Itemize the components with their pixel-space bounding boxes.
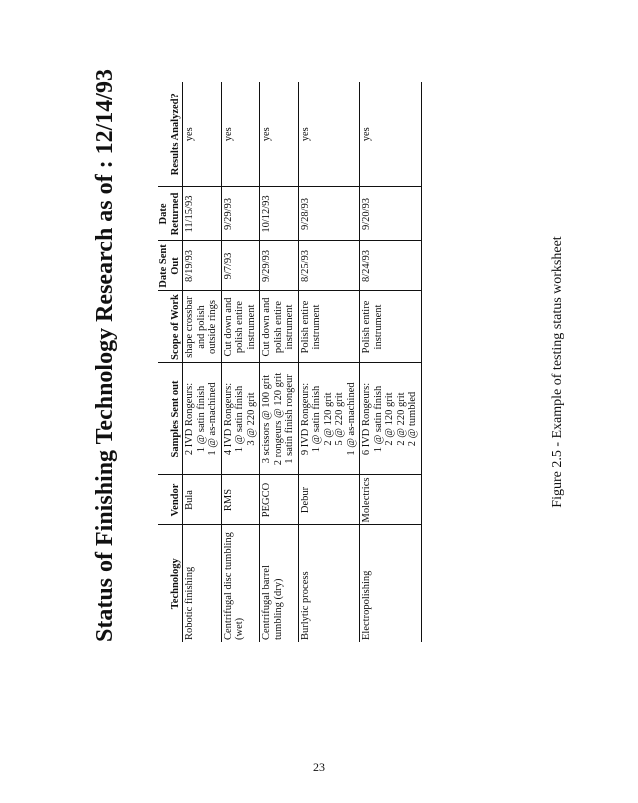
samples-line: 6 IVD Rongeurs: [361, 382, 372, 456]
cell-results: yes [221, 82, 260, 187]
cell-scope [183, 291, 222, 363]
page-number: 23 [313, 760, 325, 774]
samples-line: 1 @ satin finish [311, 385, 322, 453]
cell-date-sent: 8/25/93 [298, 241, 360, 291]
scope-line: outside rings [207, 300, 218, 354]
cell-date-sent: 8/19/93 [183, 241, 222, 291]
cell-date-sent: 8/24/93 [360, 241, 422, 291]
cell-vendor: PEGCO [260, 475, 299, 525]
cell-date-returned: 10/12/93 [260, 187, 299, 241]
cell-technology: Burlytic process [298, 525, 360, 642]
cell-scope [221, 291, 260, 363]
cell-results: yes [360, 82, 422, 187]
col-header-technology: Technology [158, 525, 183, 642]
samples-line: 1 @ satin finish [372, 385, 384, 453]
cell-vendor: Debur [298, 475, 360, 525]
samples-line: 4 IVD Rongeurs: [222, 382, 234, 456]
cell-samples [260, 363, 299, 475]
samples-line: 2 @ 120 grit [322, 392, 334, 446]
cell-vendor: Molectrics [360, 475, 422, 525]
header-row [158, 82, 183, 642]
col-header-results: Results Analyzed? [158, 82, 183, 187]
samples-line: 9 IVD Rongeurs: [299, 382, 311, 456]
samples-line: 2 rongeurs @ 120 grit [272, 372, 284, 466]
samples-line: 1 @ as-machined [345, 382, 357, 456]
table-row [183, 82, 222, 642]
status-table [158, 82, 422, 642]
scope-line: shape crossbar [184, 296, 195, 358]
page-title: Status of Finishing Technology Research as of : 12/14/93 [92, 69, 118, 642]
scope-line: Polish entire [299, 300, 311, 354]
cell-samples [298, 363, 360, 475]
cell-results: yes [183, 82, 222, 187]
col-header-samples: Samples Sent out [158, 363, 183, 475]
samples-line: 3 @ 220 grit [245, 392, 257, 446]
cell-results: yes [260, 82, 299, 187]
scope-line: Cut down and [261, 297, 272, 357]
cell-date-returned: 9/28/93 [298, 187, 360, 241]
cell-date-returned: 9/20/93 [360, 187, 422, 241]
cell-technology: Centrifugal disc tumbling (wet) [221, 525, 260, 642]
cell-technology: Centrifugal barrel tumbling (dry) [260, 525, 299, 642]
col-header-date-sent: Date Sent Out [158, 241, 183, 291]
cell-samples [221, 363, 260, 475]
rotated-page-content [92, 69, 565, 642]
table-row [221, 82, 260, 642]
samples-line: 2 @ 220 grit [395, 392, 407, 446]
scope-line: polish entire [272, 300, 284, 354]
samples-line: 2 IVD Rongeurs: [184, 382, 195, 456]
scope-line: Cut down and [222, 297, 234, 357]
table-row [360, 82, 422, 642]
cell-date-returned: 11/15/93 [183, 187, 222, 241]
scope-line: instrument [284, 304, 295, 350]
figure-caption: Figure 2.5 - Example of testing status worksheet [550, 236, 565, 508]
scope-line: instrument [311, 304, 322, 350]
cell-scope [360, 291, 422, 363]
samples-line: 1 @ as-machined [207, 382, 218, 456]
scope-line: instrument [245, 304, 257, 350]
cell-samples [360, 363, 422, 475]
samples-line: 2 @ 120 grit [384, 392, 395, 446]
samples-line: 2 @ tumbled [407, 391, 418, 447]
samples-line: 1 @ satin finish [195, 385, 207, 453]
samples-line: 5 @ 220 grit [334, 392, 345, 446]
cell-vendor: RMS [221, 475, 260, 525]
cell-technology: Electropolishing [360, 525, 422, 642]
cell-scope [260, 291, 299, 363]
cell-vendor: Bula [183, 475, 222, 525]
scope-line: polish entire [234, 300, 245, 354]
col-header-vendor: Vendor [158, 475, 183, 525]
cell-technology: Robotic finishing [183, 525, 222, 642]
cell-date-returned: 9/29/93 [221, 187, 260, 241]
cell-scope [298, 291, 360, 363]
cell-date-sent: 9/7/93 [221, 241, 260, 291]
scope-line: Polish entire [361, 300, 372, 354]
cell-date-sent: 9/29/93 [260, 241, 299, 291]
samples-line: 1 @ satin finish [234, 385, 245, 453]
samples-line: 1 satin finish rongeur [284, 374, 295, 464]
samples-line: 3 scissors @ 100 grit [261, 374, 272, 464]
col-header-scope: Scope of Work [158, 291, 183, 363]
cell-samples [183, 363, 222, 475]
scope-line: instrument [372, 304, 384, 350]
col-header-date-returned: Date Returned [158, 187, 183, 241]
scope-line: and polish [195, 305, 207, 349]
table-row [298, 82, 360, 642]
cell-results: yes [298, 82, 360, 187]
table-row [260, 82, 299, 642]
